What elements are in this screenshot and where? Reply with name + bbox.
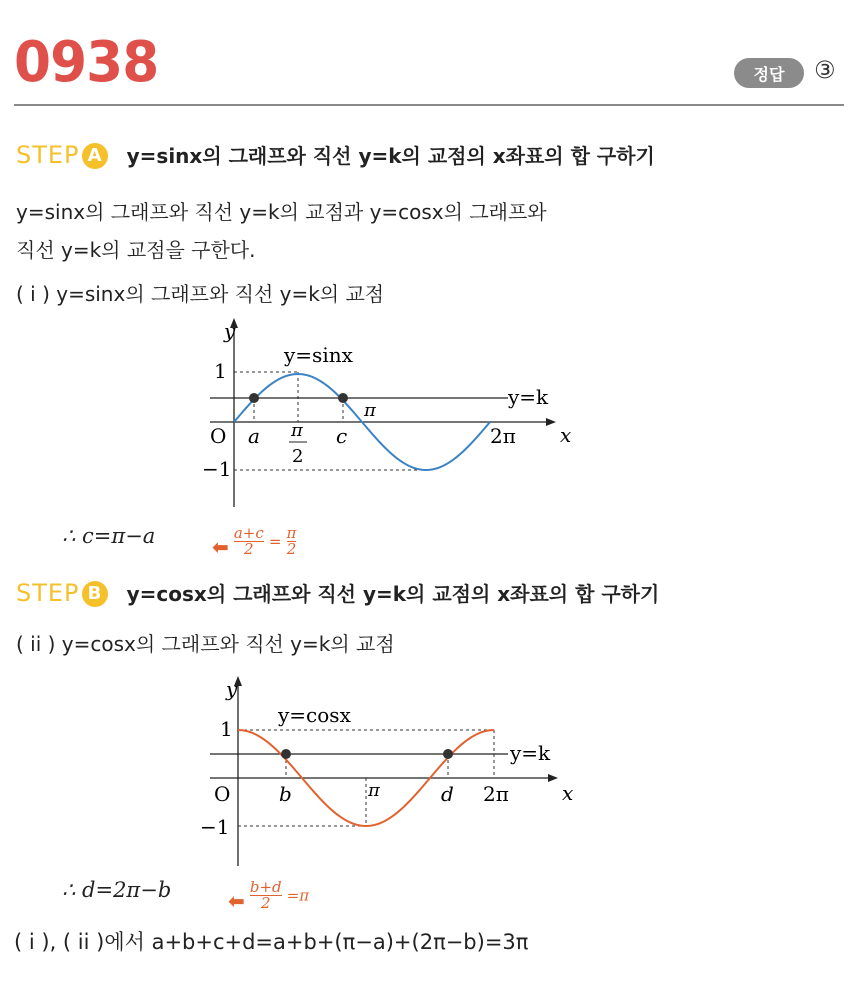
conclusion-i-text: ∴ c=π−a — [62, 524, 156, 548]
step-b-letter: B — [82, 581, 108, 607]
sine-x-arrow — [546, 418, 556, 426]
cos-x-arrow — [548, 774, 558, 782]
conclusion-i — [62, 524, 155, 548]
cos-tick-1: 1 — [220, 717, 233, 741]
cos-y-label: y — [226, 677, 238, 701]
header-divider — [14, 104, 844, 106]
sine-label-pi-den: 2 — [292, 446, 304, 467]
sine-k-label: y=k — [508, 385, 549, 409]
case-ii-heading: ( ii ) y=cosx의 그래프와 직선 y=k의 교점 — [16, 632, 395, 656]
step-b-heading — [16, 578, 659, 607]
sine-tick-neg1: −1 — [202, 457, 232, 481]
note-ii-fraction — [250, 880, 282, 911]
cos-label-d: d — [441, 782, 454, 806]
intro-line-1: y=sinx의 그래프와 직선 y=k의 교점과 y=cosx의 그래프와 — [16, 200, 547, 224]
note-i-fraction-left — [234, 526, 264, 557]
note-ii-den: 2 — [260, 894, 271, 912]
cos-x-label: x — [562, 781, 574, 805]
case-i-heading: ( i ) y=sinx의 그래프와 직선 y=k의 교점 — [16, 282, 385, 306]
sine-curve-label: y=sinx — [284, 343, 353, 367]
note-i-num: a+c — [233, 524, 264, 542]
sine-label-c: c — [336, 424, 348, 448]
note-i-den: 2 — [244, 540, 254, 558]
sine-label-pi: π — [364, 400, 376, 421]
step-b-title: y=cosx의 그래프와 직선 y=k의 교점의 x좌표의 합 구하기 — [126, 582, 660, 606]
cos-k-label: y=k — [510, 741, 551, 765]
note-ii-num: b+d — [249, 878, 282, 896]
conclusion-ii — [62, 878, 171, 902]
cosine-graph — [190, 668, 590, 870]
left-arrow-icon: ⬅ — [212, 535, 229, 559]
sine-tick-1: 1 — [214, 359, 227, 383]
sine-label-2pi: 2π — [490, 424, 516, 448]
cos-curve-label: y=cosx — [278, 703, 351, 727]
sine-x-label: x — [560, 423, 572, 447]
step-a-title: y=sinx의 그래프와 직선 y=k의 교점의 x좌표의 합 구하기 — [126, 144, 655, 168]
cos-label-2pi: 2π — [483, 782, 509, 806]
sine-point-c — [338, 393, 348, 403]
note-i — [212, 526, 296, 559]
step-a-label: STEP — [16, 141, 80, 169]
problem-number: 0938 — [14, 30, 159, 95]
note-ii-eq: =π — [286, 886, 310, 905]
cos-point-b — [281, 749, 291, 759]
conclusion-ii-text: ∴ d=2π−b — [62, 878, 172, 902]
note-ii — [228, 880, 309, 913]
left-arrow-icon: ⬅ — [228, 889, 245, 913]
cos-point-d — [443, 749, 453, 759]
sine-origin: O — [210, 424, 227, 448]
answer-value: ③ — [814, 56, 836, 84]
step-a-letter: A — [82, 143, 108, 169]
answer-badge: 정답 — [734, 58, 804, 88]
note-i-rden: 2 — [286, 540, 297, 558]
sine-label-pi-num: π — [291, 420, 303, 441]
sine-point-a — [249, 393, 259, 403]
sine-label-a: a — [248, 424, 260, 448]
cos-label-pi: π — [368, 780, 380, 801]
cos-origin: O — [214, 782, 231, 806]
cos-label-b: b — [279, 782, 292, 806]
sine-graph — [190, 312, 590, 512]
note-i-rnum: π — [286, 524, 297, 542]
step-b-label: STEP — [16, 579, 80, 607]
sine-y-label: y — [224, 319, 236, 343]
intro-line-2: 직선 y=k의 교점을 구한다. — [16, 238, 256, 262]
step-a-heading — [16, 140, 655, 169]
note-i-eq: = — [268, 532, 282, 551]
final-result: ( i ), ( ii )에서 a+b+c+d=a+b+(π−a)+(2π−b)=3π — [14, 930, 529, 954]
note-i-fraction-right — [287, 526, 297, 557]
cos-tick-neg1: −1 — [200, 815, 230, 839]
